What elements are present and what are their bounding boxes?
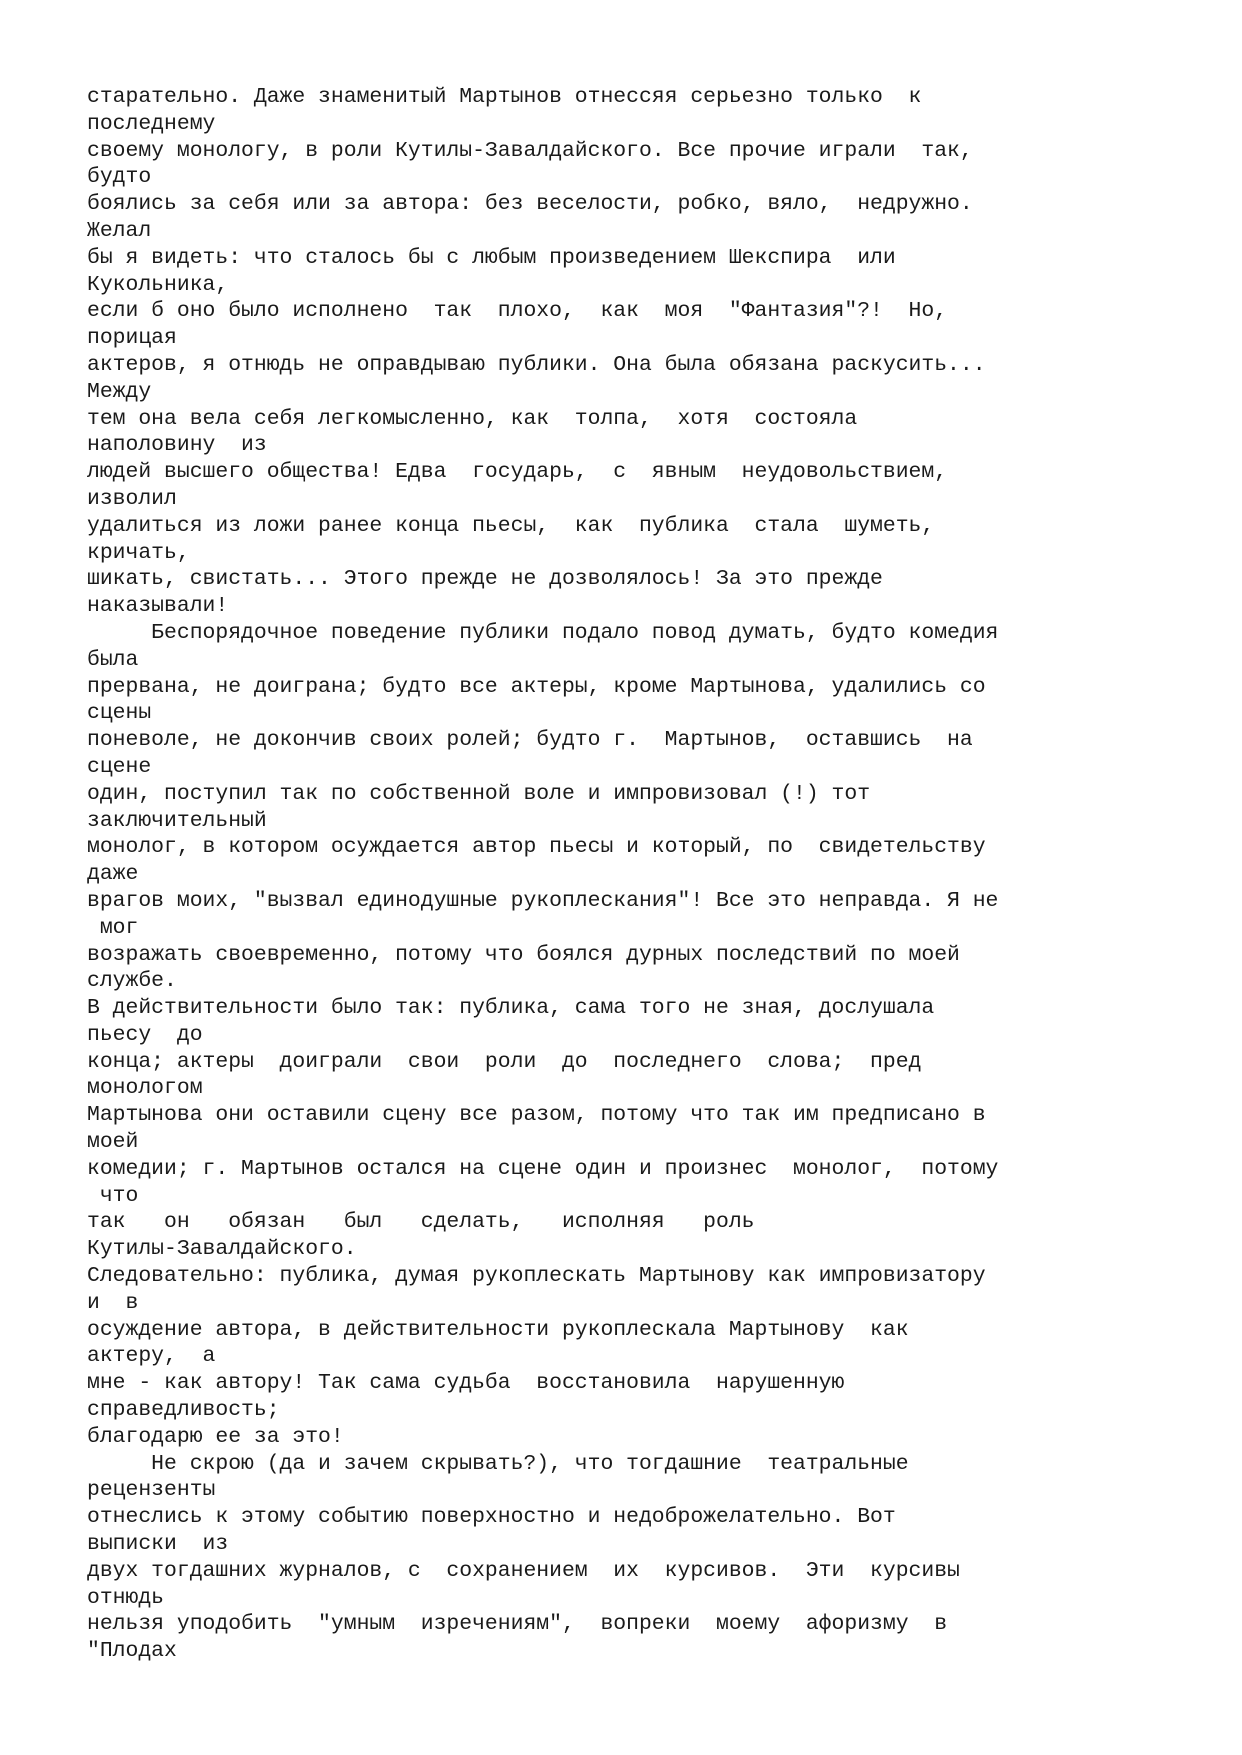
text-line: тем она вела себя легкомысленно, как толпа, хотя состояла [87, 406, 858, 431]
text-line: будто [87, 165, 152, 190]
text-line: сцены [87, 701, 152, 726]
text-line: наполовину из [87, 433, 267, 458]
text-line: кричать, [87, 540, 190, 565]
text-line: удалиться из ложи ранее конца пьесы, как публика стала шуметь, [87, 513, 935, 538]
text-line: "Плодах [87, 1639, 177, 1664]
text-line: людей высшего общества! Едва государь, с явным неудовольствием, [87, 460, 948, 485]
text-line: двух тогдашних журналов, с сохранением их курсивов. Эти курсивы [87, 1558, 960, 1583]
text-line: своему монологу, в роли Кутилы-Завалдайского. Все прочие играли так, [87, 138, 973, 163]
text-line: нельзя уподобить "умным изречениям", вопреки моему афоризму в [87, 1612, 948, 1637]
text-line: комедии; г. Мартынов остался на сцене один и произнес монолог, потому [87, 1156, 999, 1181]
text-line: мог [87, 915, 139, 940]
text-line: актеру, а [87, 1344, 216, 1369]
text-line: Кукольника, [87, 272, 229, 297]
text-line: шикать, свистать... Этого прежде не дозволялось! За это прежде [87, 567, 883, 592]
text-line: сцене [87, 754, 152, 779]
text-line: и в [87, 1290, 139, 1315]
text-line: прервана, не доиграна; будто все актеры, кроме Мартынова, удалились со [87, 674, 986, 699]
text-line: порицая [87, 326, 177, 351]
text-line: боялись за себя или за автора: без веселости, робко, вяло, недружно. [87, 192, 973, 217]
text-line: так он обязан был сделать, исполняя роль [87, 1210, 755, 1235]
text-line: моей [87, 1130, 139, 1155]
text-line: один, поступил так по собственной воле и импровизовал (!) тот [87, 781, 871, 806]
text-line: монолог, в котором осуждается автор пьесы и который, по свидетельству [87, 835, 986, 860]
text-line: мне - как автору! Так сама судьба восстановила нарушенную [87, 1371, 845, 1396]
text-line: бы я видеть: что сталось бы с любым произведением Шекспира или [87, 245, 896, 270]
text-line: выписки из [87, 1532, 229, 1557]
document-page [87, 84, 1187, 1724]
text-line: конца; актеры доиграли свои роли до последнего слова; пред [87, 1049, 922, 1074]
text-line: наказывали! [87, 594, 229, 619]
text-line: что [87, 1183, 139, 1208]
text-line: заключительный [87, 808, 267, 833]
text-line: осуждение автора, в действительности рукоплескала Мартынову как [87, 1317, 909, 1342]
text-line: актеров, я отнюдь не оправдываю публики. Она была обязана раскусить... [87, 352, 986, 377]
text-line: отнеслись к этому событию поверхностно и недоброжелательно. Вот [87, 1505, 896, 1530]
text-line: монологом [87, 1076, 203, 1101]
text-line: поневоле, не докончив своих ролей; будто г. Мартынов, оставшись на [87, 728, 973, 753]
text-line: пьесу до [87, 1022, 203, 1047]
text-line: отнюдь [87, 1585, 165, 1610]
text-line: врагов моих, "вызвал единодушные рукоплескания"! Все это неправда. Я не [87, 888, 999, 913]
text-line: Кутилы-Завалдайского. [87, 1237, 357, 1262]
text-line: Следовательно: публика, думая рукоплескать Мартынову как импровизатору [87, 1264, 986, 1289]
text-line: рецензенты [87, 1478, 216, 1503]
text-line: была [87, 647, 139, 672]
text-line: старательно. Даже знаменитый Мартынов отнессяя серьезно только к [87, 85, 922, 109]
text-line: Между [87, 379, 152, 404]
text-line: благодарю ее за это! [87, 1424, 344, 1449]
text-line: даже [87, 862, 139, 887]
text-line: Беспорядочное поведение публики подало повод думать, будто комедия [87, 620, 999, 645]
text-line: Желал [87, 218, 152, 243]
text-line: изволил [87, 486, 177, 511]
text-line: справедливость; [87, 1398, 280, 1423]
text-line: В действительности было так: публика, сама того не зная, дослушала [87, 996, 935, 1021]
text-line: возражать своевременно, потому что боялся дурных последствий по моей [87, 942, 960, 967]
text-line: Не скрою (да и зачем скрывать?), что тогдашние театральные [87, 1451, 909, 1476]
text-line: если б оно было исполнено так плохо, как моя "Фантазия"?! Но, [87, 299, 948, 324]
text-line: службе. [87, 969, 177, 994]
text-line: Мартынова они оставили сцену все разом, потому что так им предписано в [87, 1103, 986, 1128]
text-line: последнему [87, 111, 216, 136]
